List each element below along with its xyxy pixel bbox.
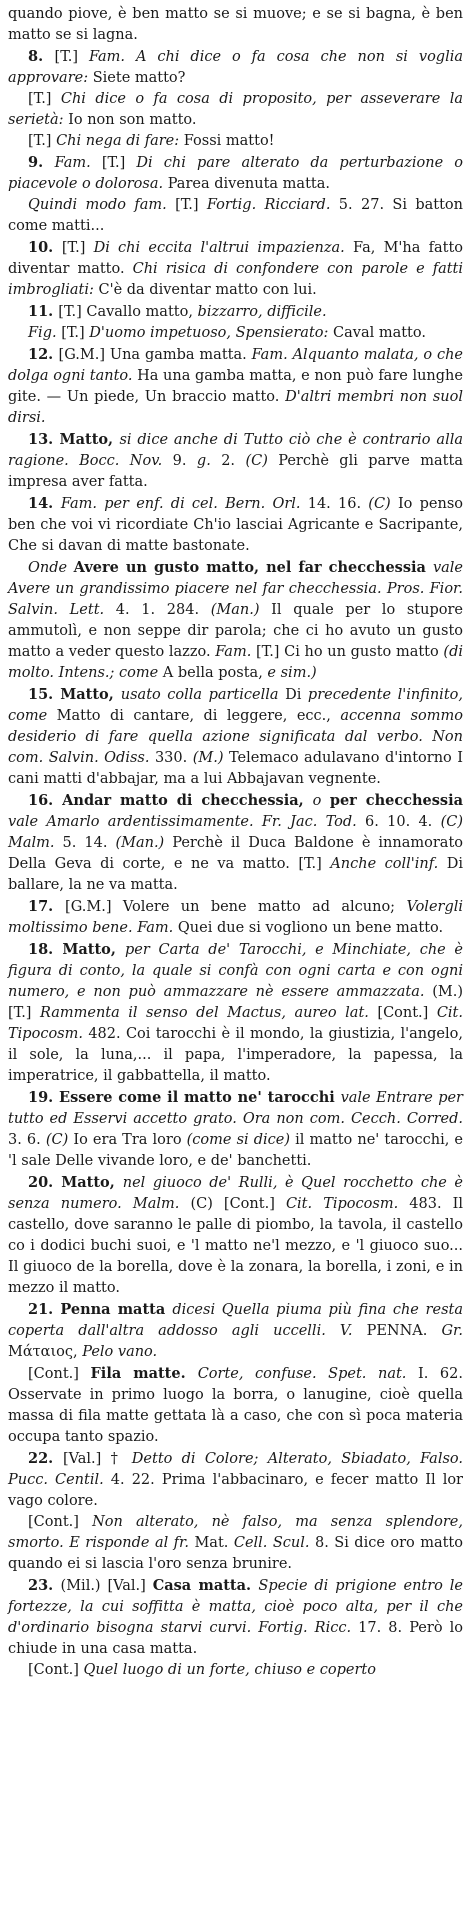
text-run: Fam. per enf. di cel. Bern. Orl. (60, 496, 308, 512)
text-run: [G.M.] Volere un bene matto ad alcuno; (65, 899, 407, 915)
text-run: Fa, M'ha fatto diventar matto. (8, 240, 463, 277)
text-run: 14. 16. (307, 496, 369, 512)
entry-paragraph (8, 790, 463, 896)
text-run: PENNA. (366, 1323, 442, 1339)
text-run: Di chi pare alterato da perturbazione o piacevole o dolorosa. (8, 155, 463, 192)
text-run: [T.] (61, 240, 94, 256)
text-run: 18. Matto, (28, 941, 126, 958)
text-run: 483. Il castello, dove saranno le palle di piombo, la tavola, il castello co i dodici buchi suoi, e 'l matto ne'l mezzo, e 'l giuoco suo... Il giuoco de la borella, dove è la zonara, la borella, i zoni, e in mezzo il matto. (8, 1196, 464, 1296)
text-run: Siete matto? (92, 70, 186, 86)
text-run: [T.] (54, 49, 89, 65)
text-run: 4. 22. Prima l'abbacinaro, e fecer matto Il lor vago colore. (8, 1472, 463, 1509)
text-run: 4. 1. 284. (115, 602, 211, 618)
entry-paragraph (8, 152, 463, 195)
text-run: 330. (154, 750, 193, 766)
text-run: [T.] (28, 91, 61, 107)
text-run: 482. Coi tarocchi è il mondo, la giustizia, l'angelo, il sole, la luna,... il papa, l'imperadore, la papessa, la imperatrice, il gabbattella, il matto. (8, 1026, 463, 1084)
text-run: (C) (45, 1132, 74, 1148)
entry-paragraph (8, 131, 463, 152)
text-run: Anche coll'inf. (330, 856, 447, 872)
text-run: 5. 14. (62, 835, 116, 851)
text-run: I. 62. Osservate in primo luogo la borra, o lanugine, cioè quella massa di fila matte gettata là a caso, che con sì poca materia occupa tanto spazio. (8, 1366, 463, 1445)
text-run: per checchessia (329, 792, 463, 809)
text-run: (Man.) (115, 835, 173, 851)
text-run: Quel luogo di un forte, chiuso e coperto (83, 1662, 376, 1678)
text-run: bizzarro, difficile. (197, 304, 327, 320)
text-run: Mat. (194, 1535, 234, 1551)
text-run: (Mil.) [Val.] (60, 1578, 153, 1594)
text-run: [T.] (101, 155, 137, 171)
text-run: Chi risica di confondere con parole e fatti imbrogliati: (8, 261, 463, 298)
text-run: Rammenta il senso del Mactus, aureo lat. (39, 1005, 378, 1021)
text-run: 20. Matto, (28, 1174, 123, 1191)
text-run: (C) Malm. (8, 814, 463, 851)
text-run: vale Entrare per tutto ed Esservi accetto grato. Ora non com. Cecch. Corred. (8, 1090, 463, 1127)
text-run: g. (196, 453, 222, 469)
text-run: 9. (28, 154, 55, 171)
text-run: Fam. A chi dice o fa cosa che non si voglia approvare: (8, 49, 464, 86)
text-run: Di (285, 687, 308, 703)
text-run: quando piove, è ben matto se si muove; e se si bagna, è ben matto se si lagna. (8, 6, 463, 43)
text-run: Corte, confuse. Spet. nat. (197, 1366, 418, 1382)
text-run: [T.] (28, 133, 57, 149)
text-run: (C) (245, 453, 279, 469)
text-run: Fossi matto! (183, 133, 275, 149)
text-run: Cit. Tipocosm. (8, 1005, 463, 1042)
text-run: Fam. (54, 155, 102, 171)
text-run: Caval matto. (333, 325, 426, 341)
text-run: (di molto. Intens.; come (8, 644, 463, 681)
entry-paragraph (8, 46, 463, 89)
text-run: Fila matte. (90, 1365, 198, 1382)
entry-paragraph (8, 4, 463, 46)
text-run: [Val.] † (62, 1451, 132, 1467)
text-run: Volergli moltissimo bene. Fam. (8, 899, 464, 936)
text-run: Il quale per lo stupore ammutolì, e non seppe dir parola; che ci ho avuto un gusto matto a veder questo lazzo. (8, 602, 463, 660)
text-run: (Man.) (210, 602, 272, 618)
entry-paragraph (8, 1172, 463, 1299)
text-run: si dice anche di Tutto ciò che è contrario alla ragione. Bocc. Nov. (8, 432, 463, 469)
entry-paragraph (8, 344, 463, 429)
text-run: (C) [Cont.] (190, 1196, 286, 1212)
text-run: Detto di Colore; Alterato, Sbiadato, Falso. Pucc. Centil. (8, 1451, 463, 1488)
text-run: 6. 10. 4. (365, 814, 441, 830)
text-run: Specie di prigione entro le fortezze, la cui soffitta è matta, cioè poco alta, per il che d'ordinario bisogna starvi curvi. Fortig. Ricc. (8, 1578, 463, 1636)
text-run: (M.) [T.] (8, 984, 463, 1021)
text-run: 8. (28, 48, 55, 65)
entry-paragraph (8, 1512, 463, 1575)
text-run: 19. Essere come il matto ne' tarocchi (28, 1089, 341, 1106)
entry-paragraph (8, 195, 463, 237)
entry-paragraph (8, 1087, 463, 1172)
text-run: 15. Matto, (28, 686, 121, 703)
entry-paragraph (8, 237, 463, 301)
text-run: 2. (221, 453, 246, 469)
text-run: 16. Andar matto di checchessia, (28, 792, 313, 809)
text-run: per Carta de' Tarocchi, e Minchiate, che è figura di conto, la quale si confà con ogni carta e con ogni numero, e non può ammazzare nè essere ammazzata. (8, 942, 463, 1000)
text-run: (C) (368, 496, 398, 512)
text-run: [G.M.] Una gamba matta. (58, 347, 252, 363)
text-run: Μάταιος, (8, 1344, 83, 1360)
text-run: Di chi eccita l'altrui impazienza. (93, 240, 354, 256)
entry-paragraph (8, 939, 463, 1087)
text-run: vale Amarlo ardentissimamente. Fr. Jac. Tod. (8, 814, 366, 830)
entry-paragraph (8, 684, 463, 790)
entry-paragraph (8, 1448, 463, 1512)
text-run: Chi nega di fare: (56, 133, 184, 149)
text-run: Parea divenuta matta. (167, 176, 330, 192)
text-run: dicesi Quella piuma più fina che resta coperta dall'altra addosso agli uccelli. V. (8, 1302, 463, 1339)
text-run: Fam. Alquanto malata, o che dolga ogni tanto. (8, 347, 463, 384)
text-run: (come si dice) (186, 1132, 296, 1148)
text-run: il matto ne' tarocchi, e 'l sale Delle vivande loro, e de' banchetti. (8, 1132, 463, 1169)
text-run: nel giuoco de' Rulli, è Quel rocchetto che è senza numero. Malm. (8, 1175, 464, 1212)
text-run: usato colla particella (120, 687, 286, 703)
entry-paragraph (8, 896, 463, 939)
text-run: 17. 8. Però lo chiude in una casa matta. (8, 1620, 463, 1657)
text-run: Fig. (28, 325, 62, 341)
entry-paragraph (8, 323, 463, 344)
entry-paragraph (8, 301, 463, 323)
text-run: [Cont.] (28, 1366, 91, 1382)
text-run: 14. (28, 495, 61, 512)
text-run: [T.] (61, 325, 90, 341)
entry-paragraph (8, 493, 463, 557)
text-run: vale Avere un grandissimo piacere nel far checchessia. Pros. Fior. Salvin. Lett. (8, 560, 463, 618)
text-run: Matto di cantare, di leggere, ecc., (56, 708, 341, 724)
text-run: accenna sommo desiderio di fare quella azione significata dal verbo. Non com. Salvin. Odiss. (8, 708, 463, 766)
text-run: 23. (28, 1577, 61, 1594)
text-run: 9. (172, 453, 197, 469)
text-run: Quindi modo fam. (28, 197, 176, 213)
text-run: C'è da diventar matto con lui. (98, 282, 317, 298)
text-run: Pelo vano. (82, 1344, 158, 1360)
text-run: precedente l'infinito, come (8, 687, 463, 724)
text-run: Chi dice o fa cosa di proposito, per asseverare la serietà: (8, 91, 463, 128)
entry-paragraph (8, 1575, 463, 1660)
text-run: 22. (28, 1450, 63, 1467)
text-run: 11. (28, 303, 59, 320)
text-run: Perchè il Duca Baldone è innamorato Della Geva di corte, e ne va matto. [T.] (8, 835, 463, 872)
text-run: 3. 6. (8, 1132, 46, 1148)
text-run: [Cont.] (28, 1514, 93, 1530)
text-run: 10. (28, 239, 62, 256)
text-run: e sim.) (267, 665, 317, 681)
text-run: Non alterato, nè falso, ma senza splendore, smorto. E risponde al fr. (8, 1514, 463, 1551)
text-run: Casa matta. (152, 1577, 259, 1594)
text-run: Gr. (441, 1323, 463, 1339)
text-run: 21. Penna matta (28, 1301, 173, 1318)
entry-paragraph (8, 1660, 463, 1681)
text-run: Fortig. Ricciard. (206, 197, 339, 213)
text-run: D'uomo impetuoso, Spensierato: (89, 325, 334, 341)
text-run: 8. Si dice oro matto quando ei si lascia l'oro senza brunire. (8, 1535, 463, 1572)
text-run: 13. Matto, (28, 431, 120, 448)
entry-paragraph (8, 557, 463, 684)
text-run: [Cont.] (377, 1005, 437, 1021)
text-run: Quei due si vogliono un bene matto. (177, 920, 444, 936)
text-run: [T.] Cavallo matto, (58, 304, 198, 320)
text-run: A bella posta, (162, 665, 268, 681)
text-run: 12. (28, 346, 59, 363)
text-run: o (312, 793, 330, 809)
text-run: Io era Tra loro (73, 1132, 187, 1148)
text-run: Onde (28, 560, 74, 576)
text-run: Perchè gli parve matta impresa aver fatta. (8, 453, 463, 490)
text-run: Fam. (215, 644, 256, 660)
text-run: Io penso ben che voi vi ricordiate Ch'io lasciai Agricante e Sacripante, Che si davan di matte bastonate. (8, 496, 463, 554)
entry-paragraph (8, 89, 463, 131)
text-run: (M.) (192, 750, 229, 766)
entry-paragraph (8, 1299, 463, 1363)
text-run: Ha una gamba matta, e non può fare lunghe gite. — Un piede, Un braccio matto. (8, 368, 463, 405)
text-run: [Cont.] (28, 1662, 84, 1678)
text-run: Io non son matto. (68, 112, 197, 128)
text-run: Cit. Tipocosm. (285, 1196, 410, 1212)
text-run: D'altri membri non suol dirsi. (8, 389, 463, 426)
text-run: Telemaco adulavano d'intorno I cani matti d'abbajar, ma a lui Abbajavan vegnente. (8, 750, 463, 787)
entry-paragraph (8, 429, 463, 493)
text-run: 5. 27. Si batton come matti... (8, 197, 463, 234)
text-run: Cell. Scul. (233, 1535, 315, 1551)
text-run: [T.] (175, 197, 207, 213)
text-run: 17. (28, 898, 66, 915)
entry-paragraph (8, 1363, 463, 1448)
text-run: Di ballare, la ne va matta. (8, 856, 463, 893)
text-run: [T.] Ci ho un gusto matto (256, 644, 444, 660)
text-run: Avere un gusto matto, nel far checchessia (73, 559, 433, 576)
